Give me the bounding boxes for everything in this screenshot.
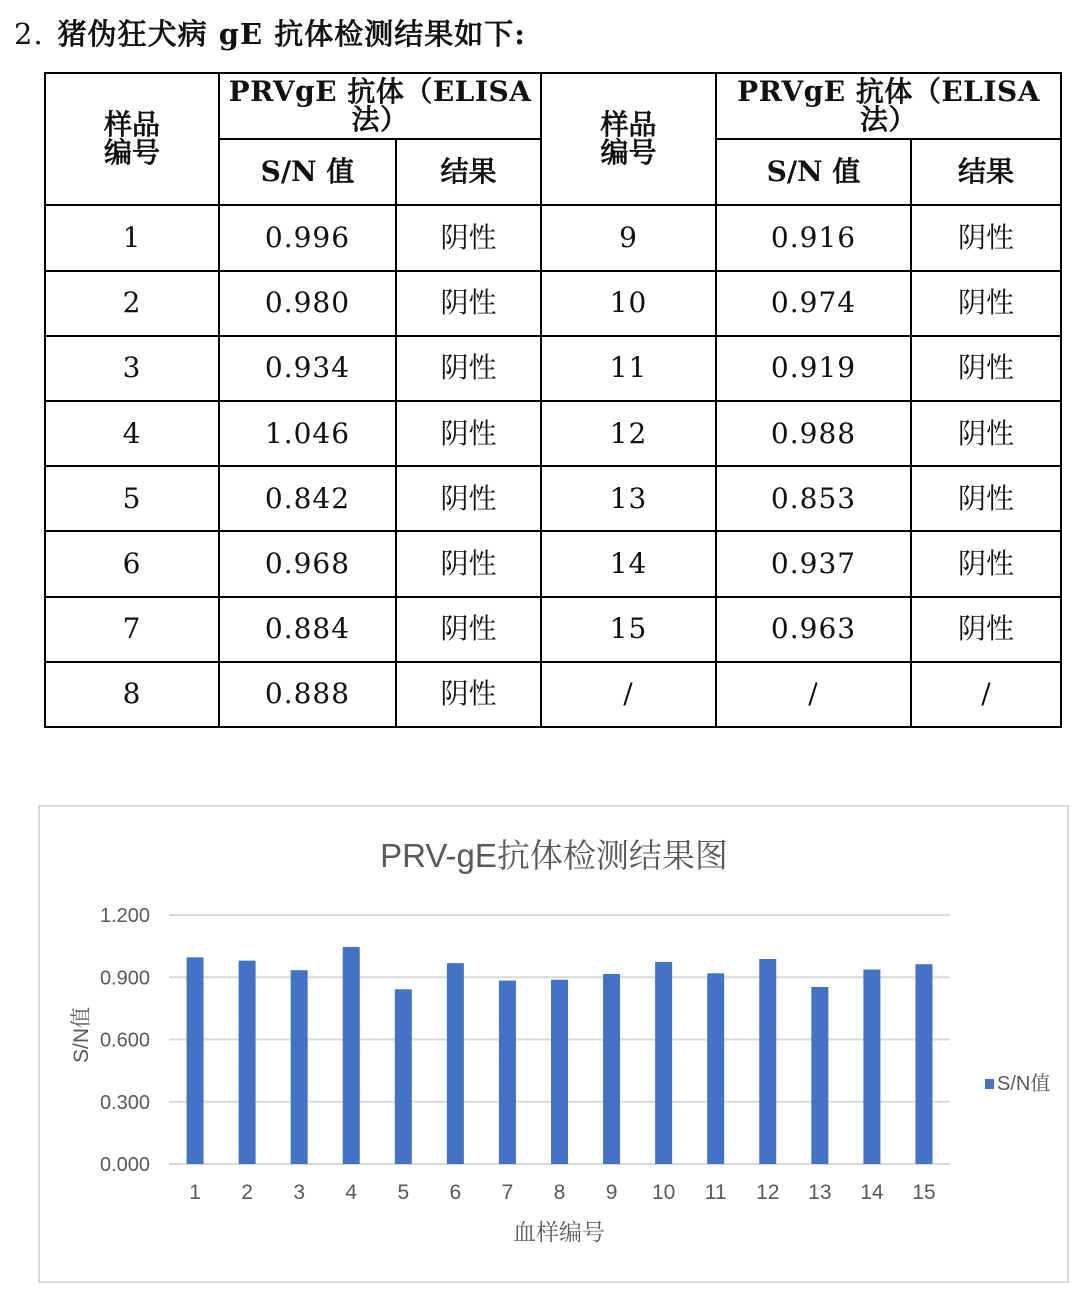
sample-id-cell: 13 — [541, 466, 716, 531]
sample-id-cell: 15 — [541, 597, 716, 662]
result-cell: 阴性 — [911, 205, 1061, 270]
sn-value-cell: 0.919 — [716, 336, 911, 401]
y-axis-title: S/N值 — [70, 1006, 93, 1064]
chart-container — [38, 805, 1069, 1283]
sample-id-cell: 8 — [45, 662, 219, 727]
x-tick-label: 3 — [293, 1181, 306, 1204]
sn-header-right: S/N 值 — [716, 139, 911, 205]
bar — [551, 980, 568, 1164]
sn-value-cell: / — [716, 662, 911, 727]
sample-id-cell: 9 — [541, 205, 716, 270]
table-row — [45, 205, 1061, 270]
sample-header-line1: 样品 — [103, 108, 160, 142]
x-tick-label: 4 — [345, 1181, 358, 1204]
sn-value-cell: 0.842 — [219, 466, 396, 531]
x-tick-label: 15 — [912, 1181, 936, 1204]
sample-header-line2: 编号 — [600, 136, 657, 170]
antibody-group-header-right: PRVgE 抗体（ELISA 法） — [716, 73, 1061, 139]
result-header-left: 结果 — [396, 139, 541, 205]
y-tick-label: 0.600 — [99, 1029, 150, 1052]
results-table — [44, 72, 1062, 728]
sn-value-cell: 0.980 — [219, 271, 396, 336]
legend-swatch — [985, 1079, 994, 1089]
sn-value-cell: 0.934 — [219, 336, 396, 401]
x-tick-label: 14 — [860, 1181, 884, 1204]
x-tick-label: 13 — [808, 1181, 832, 1204]
sn-value-cell: 0.888 — [219, 662, 396, 727]
sn-value-cell: 0.937 — [716, 531, 911, 596]
sn-value-cell: 0.884 — [219, 597, 396, 662]
result-header-right: 结果 — [911, 139, 1061, 205]
sn-value-cell: 0.968 — [219, 531, 396, 596]
sn-value-cell: 1.046 — [219, 401, 396, 466]
bar — [499, 981, 516, 1164]
result-cell: 阴性 — [396, 336, 541, 401]
sample-id-cell: 10 — [541, 271, 716, 336]
x-tick-label: 11 — [704, 1181, 727, 1204]
bar — [811, 987, 828, 1164]
bar — [239, 961, 256, 1164]
result-cell: 阴性 — [911, 401, 1061, 466]
table-row — [45, 271, 1061, 336]
x-axis-title: 血样编号 — [513, 1219, 605, 1245]
sn-header-left: S/N 值 — [219, 139, 396, 205]
sample-id-cell: 12 — [541, 401, 716, 466]
result-cell: 阴性 — [911, 531, 1061, 596]
x-tick-label: 9 — [605, 1181, 618, 1204]
x-tick-label: 10 — [651, 1181, 676, 1204]
x-tick-label: 7 — [501, 1181, 514, 1204]
sn-value-cell: 0.853 — [716, 466, 911, 531]
sample-id-cell: 11 — [541, 336, 716, 401]
y-tick-label: 0.300 — [99, 1091, 150, 1114]
sample-id-cell: 7 — [45, 597, 219, 662]
sn-value-cell: 0.916 — [716, 205, 911, 270]
table-row — [45, 597, 1061, 662]
heading-number: 2. — [14, 17, 44, 51]
table-row — [45, 401, 1061, 466]
table-header-row — [45, 73, 1061, 139]
x-tick-label: 6 — [449, 1181, 462, 1204]
sample-id-cell: / — [541, 662, 716, 727]
x-tick-label: 5 — [397, 1181, 410, 1204]
bar — [187, 957, 204, 1164]
table-row — [45, 336, 1061, 401]
sample-id-header-left — [45, 73, 219, 205]
sn-value-cell: 0.974 — [716, 271, 911, 336]
result-cell: 阴性 — [911, 466, 1061, 531]
sample-id-cell: 14 — [541, 531, 716, 596]
bar — [759, 959, 776, 1164]
x-tick-label: 8 — [553, 1181, 566, 1204]
result-cell: 阴性 — [911, 597, 1061, 662]
antibody-group-header-left: PRVgE 抗体（ELISA 法） — [219, 73, 541, 139]
result-cell: 阴性 — [396, 662, 541, 727]
result-cell: 阴性 — [911, 336, 1061, 401]
sample-id-cell: 4 — [45, 401, 219, 466]
result-cell: 阴性 — [396, 271, 541, 336]
sample-id-cell: 5 — [45, 466, 219, 531]
bar — [915, 964, 932, 1164]
sample-header-line1: 样品 — [600, 108, 657, 142]
sample-id-header-right — [541, 73, 716, 205]
bar — [395, 989, 412, 1164]
sn-value-cell: 0.963 — [716, 597, 911, 662]
result-cell: 阴性 — [396, 401, 541, 466]
bar — [291, 970, 308, 1164]
sample-id-cell: 6 — [45, 531, 219, 596]
sn-value-cell: 0.996 — [219, 205, 396, 270]
chart-title: PRV-gE抗体检测结果图 — [380, 837, 728, 874]
bar — [343, 947, 360, 1164]
table-row — [45, 466, 1061, 531]
bar — [447, 963, 464, 1164]
y-tick-label: 0.900 — [99, 967, 150, 990]
bar-chart — [40, 807, 1067, 1281]
x-tick-label: 12 — [756, 1181, 780, 1204]
heading-text: 猪伪狂犬病 gE 抗体检测结果如下: — [57, 17, 526, 51]
bar — [655, 962, 672, 1164]
result-cell: 阴性 — [396, 466, 541, 531]
legend-label: S/N值 — [997, 1073, 1051, 1095]
x-tick-label: 1 — [189, 1181, 201, 1204]
sample-id-cell: 1 — [45, 205, 219, 270]
table-row — [45, 662, 1061, 727]
bar — [707, 973, 724, 1164]
y-tick-label: 1.200 — [99, 905, 150, 927]
x-tick-label: 2 — [241, 1181, 253, 1204]
bar — [863, 970, 880, 1164]
result-cell: / — [911, 662, 1061, 727]
bar — [603, 974, 620, 1164]
sample-id-cell: 2 — [45, 271, 219, 336]
result-cell: 阴性 — [396, 205, 541, 270]
sample-id-cell: 3 — [45, 336, 219, 401]
result-cell: 阴性 — [396, 531, 541, 596]
sample-header-line2: 编号 — [103, 136, 160, 170]
y-tick-label: 0.000 — [99, 1154, 150, 1176]
section-heading — [14, 12, 526, 53]
table-row — [45, 531, 1061, 596]
sn-value-cell: 0.988 — [716, 401, 911, 466]
result-cell: 阴性 — [911, 271, 1061, 336]
result-cell: 阴性 — [396, 597, 541, 662]
